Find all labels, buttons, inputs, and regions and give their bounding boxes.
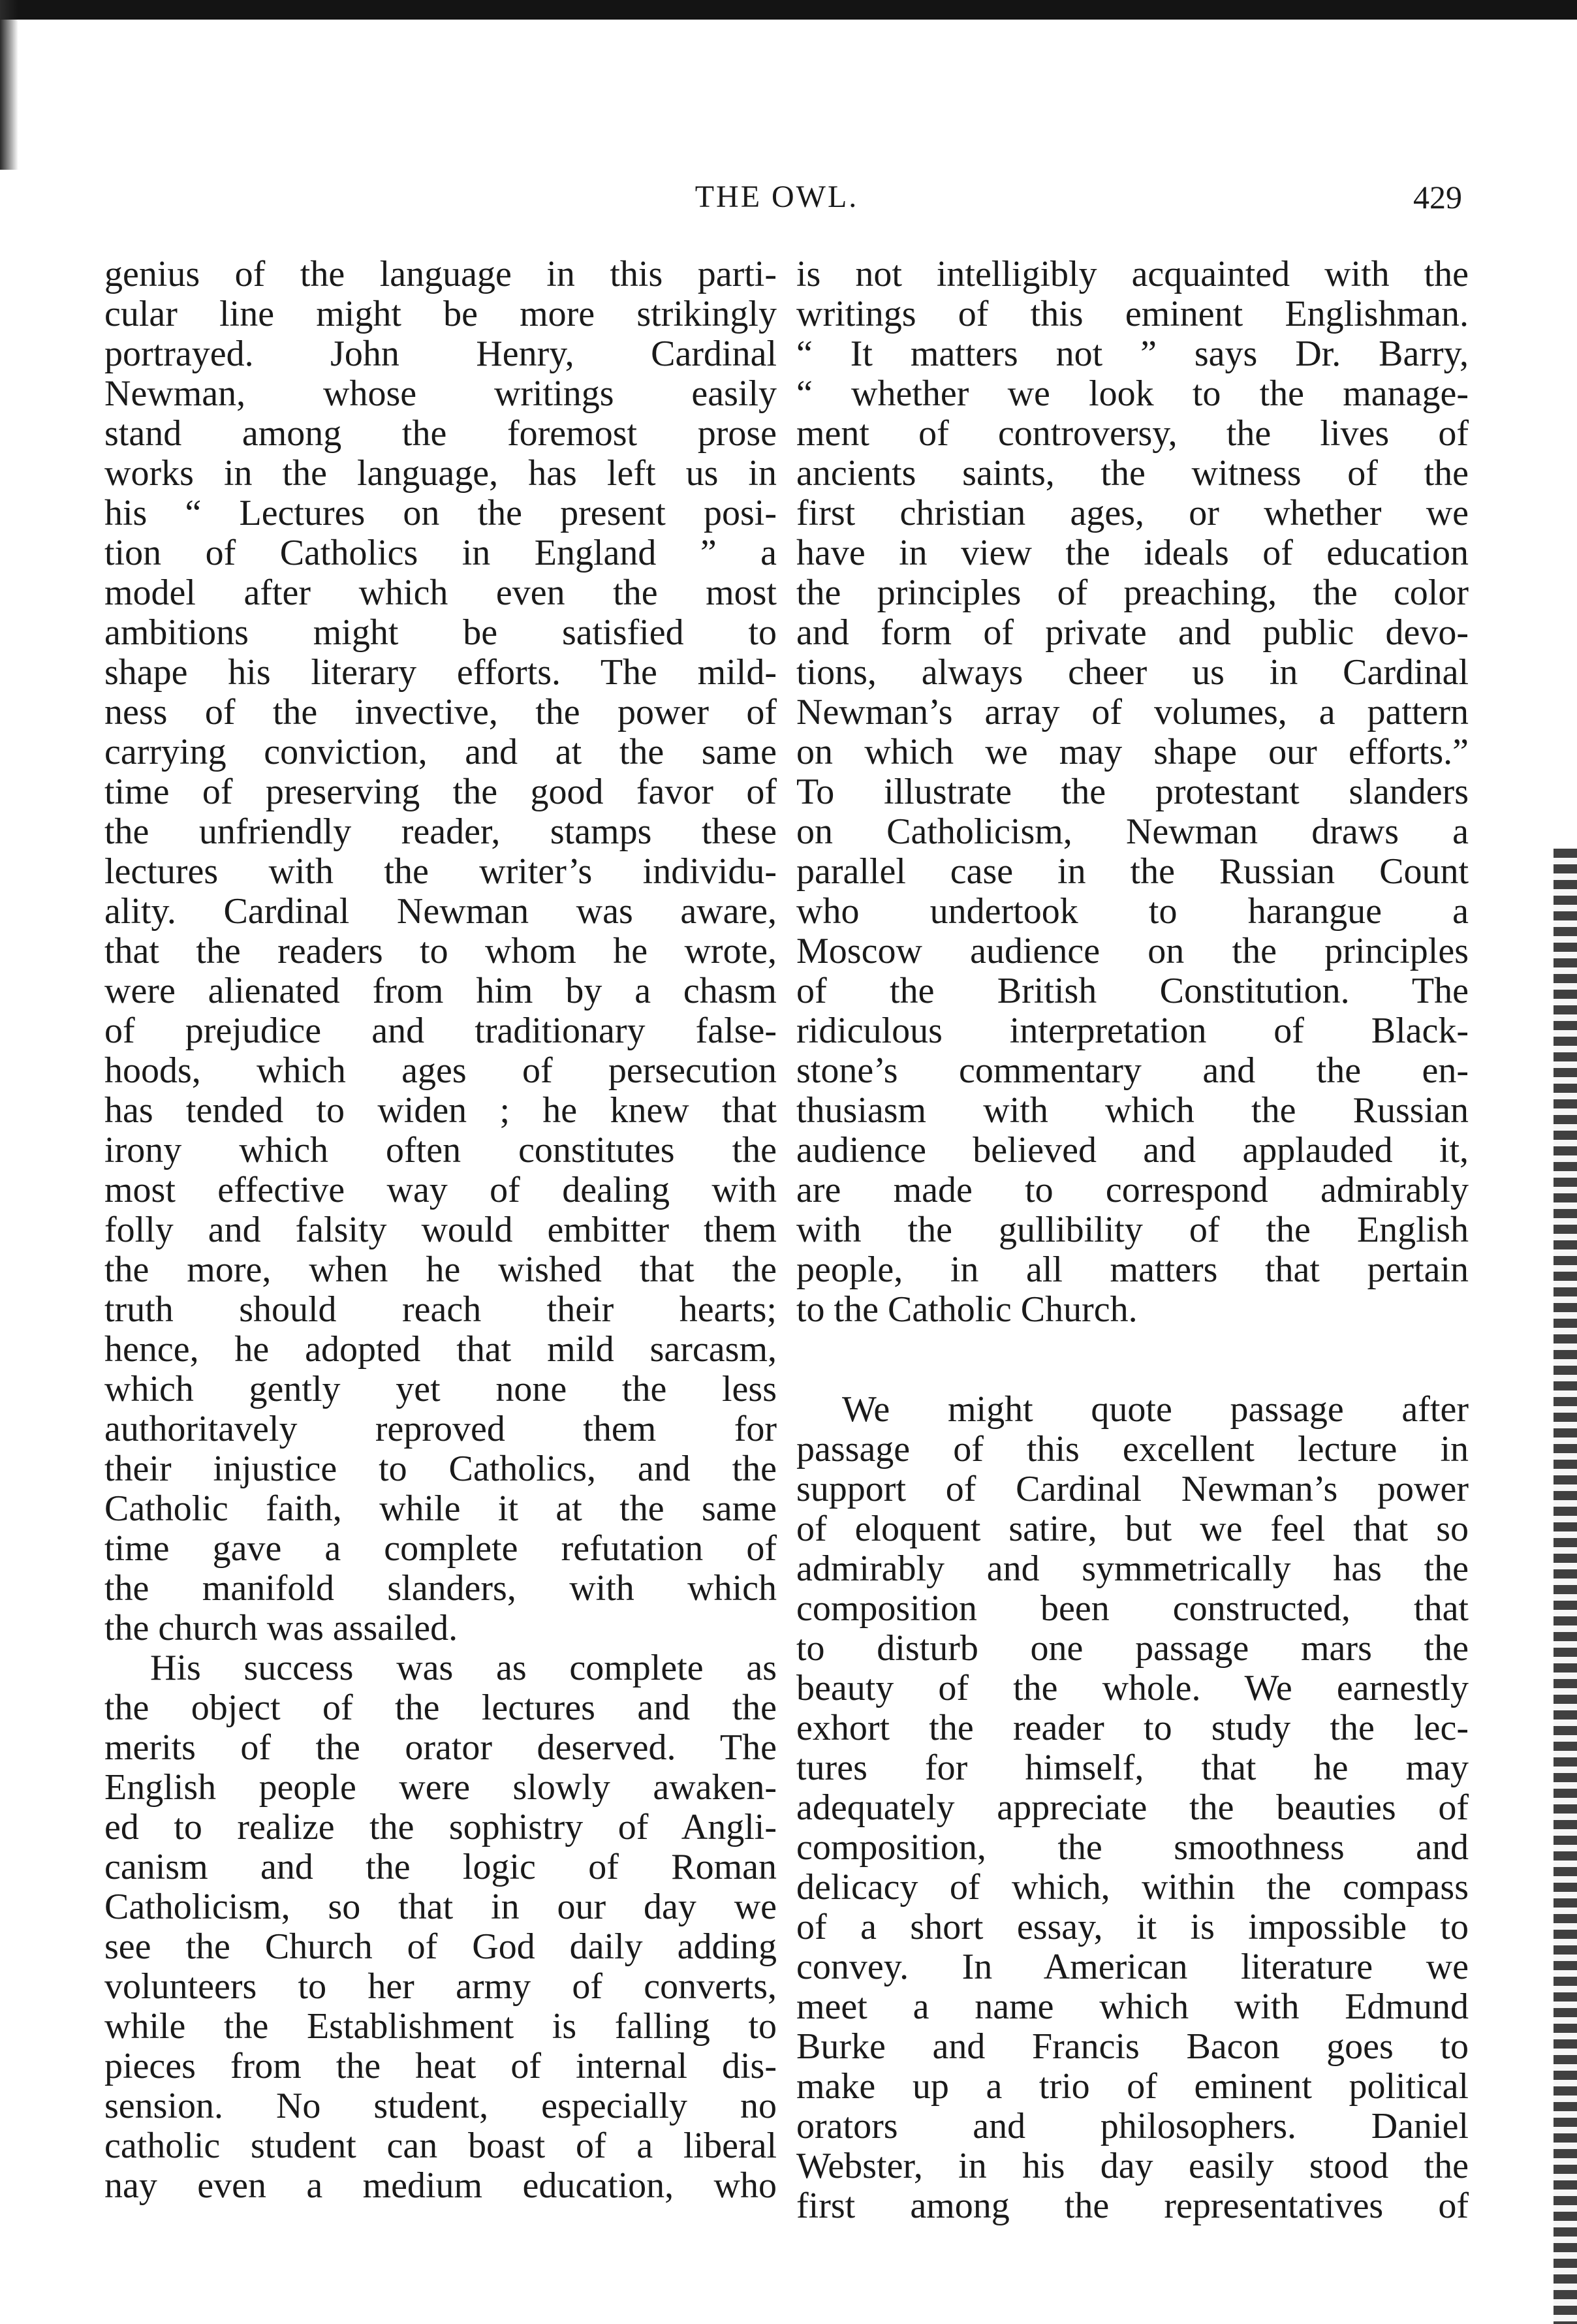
text-line: stand among the foremost prose bbox=[104, 413, 777, 454]
text-line: on which we may shape our efforts.” bbox=[796, 732, 1469, 772]
right-column bbox=[796, 255, 1469, 2226]
text-line: Burke and Francis Bacon goes to bbox=[796, 2026, 1469, 2067]
text-line: authoritavely reproved them for bbox=[104, 1409, 777, 1449]
text-line: the principles of preaching, the color bbox=[796, 573, 1469, 613]
text-line: catholic student can boast of a liberal bbox=[104, 2126, 777, 2166]
left-edge-scan-shadow bbox=[0, 0, 18, 170]
text-line: composition been constructed, that bbox=[796, 1588, 1469, 1629]
text-line: Webster, in his day easily stood the bbox=[796, 2146, 1469, 2186]
text-line: most effective way of dealing with bbox=[104, 1170, 777, 1210]
text-line: sension. No student, especially no bbox=[104, 2086, 777, 2126]
text-line: beauty of the whole. We earnestly bbox=[796, 1668, 1469, 1708]
text-line: meet a name which with Edmund bbox=[796, 1986, 1469, 2027]
text-line: Moscow audience on the principles bbox=[796, 931, 1469, 971]
text-line: shape his literary efforts. The mild- bbox=[104, 652, 777, 693]
text-line: their injustice to Catholics, and the bbox=[104, 1449, 777, 1489]
text-line: parallel case in the Russian Count bbox=[796, 851, 1469, 892]
text-line: volunteers to her army of converts, bbox=[104, 1966, 777, 2007]
text-line: English people were slowly awaken- bbox=[104, 1767, 777, 1808]
text-line: passage of this excellent lecture in bbox=[796, 1429, 1469, 1469]
text-line: first among the representatives of bbox=[796, 2186, 1469, 2226]
text-line: and form of private and public devo- bbox=[796, 612, 1469, 653]
text-line: are made to correspond admirably bbox=[796, 1170, 1469, 1210]
text-line: Catholic faith, while it at the same bbox=[104, 1488, 777, 1529]
text-line: hoods, which ages of persecution bbox=[104, 1050, 777, 1091]
text-line: ridiculous interpretation of Black- bbox=[796, 1011, 1469, 1051]
text-line: delicacy of which, within the compass bbox=[796, 1867, 1469, 1908]
text-line: hence, he adopted that mild sarcasm, bbox=[104, 1329, 777, 1370]
text-line: orators and philosophers. Daniel bbox=[796, 2106, 1469, 2146]
top-edge-scan-border bbox=[0, 0, 1577, 20]
text-line: convey. In American literature we bbox=[796, 1947, 1469, 1987]
text-line: truth should reach their hearts; bbox=[104, 1289, 777, 1330]
text-line: which gently yet none the less bbox=[104, 1369, 777, 1409]
text-line: canism and the logic of Roman bbox=[104, 1847, 777, 1887]
text-line: portrayed. John Henry, Cardinal bbox=[104, 334, 777, 374]
text-line: genius of the language in this parti- bbox=[104, 254, 777, 294]
text-line: were alienated from him by a chasm bbox=[104, 971, 777, 1011]
paragraph bbox=[104, 1648, 777, 2206]
text-line: the church was assailed. bbox=[104, 1608, 458, 1648]
text-line: time of preserving the good favor of bbox=[104, 772, 777, 812]
text-line: works in the language, has left us in bbox=[104, 453, 777, 494]
text-line: the manifold slanders, with which bbox=[104, 1568, 777, 1609]
text-line: exhort the reader to study the lec- bbox=[796, 1708, 1469, 1748]
text-line: see the Church of God daily adding bbox=[104, 1926, 777, 1967]
text-line: nay even a medium education, who bbox=[104, 2165, 777, 2206]
text-line: Newman’s array of volumes, a pattern bbox=[796, 692, 1469, 732]
text-line: have in view the ideals of education bbox=[796, 533, 1469, 573]
text-line: ed to realize the sophistry of Angli- bbox=[104, 1807, 777, 1847]
text-line: stone’s commentary and the en- bbox=[796, 1050, 1469, 1091]
text-line: while the Establishment is falling to bbox=[104, 2006, 777, 2047]
text-line: “ It matters not ” says Dr. Barry, bbox=[796, 334, 1469, 374]
text-line: ment of controversy, the lives of bbox=[796, 413, 1469, 454]
text-line: adequately appreciate the beauties of bbox=[796, 1787, 1469, 1828]
text-line: to disturb one passage mars the bbox=[796, 1628, 1469, 1669]
text-line: that the readers to whom he wrote, bbox=[104, 931, 777, 971]
text-line: has tended to widen ; he knew that bbox=[104, 1090, 777, 1131]
text-line: folly and falsity would embitter them bbox=[104, 1210, 777, 1250]
text-line: composition, the smoothness and bbox=[796, 1827, 1469, 1868]
text-line: writings of this eminent Englishman. bbox=[796, 294, 1469, 334]
text-line: ancients saints, the witness of the bbox=[796, 453, 1469, 494]
text-line: time gave a complete refutation of bbox=[104, 1528, 777, 1569]
text-line: tures for himself, that he may bbox=[796, 1748, 1469, 1788]
text-line: the more, when he wished that the bbox=[104, 1249, 777, 1290]
text-line: the unfriendly reader, stamps these bbox=[104, 811, 777, 852]
text-line: cular line might be more strikingly bbox=[104, 294, 777, 334]
text-line: “ whether we look to the manage- bbox=[796, 373, 1469, 414]
text-line: of a short essay, it is impossible to bbox=[796, 1907, 1469, 1947]
text-line: support of Cardinal Newman’s power bbox=[796, 1469, 1469, 1509]
page-number: 429 bbox=[1413, 179, 1462, 215]
text-line: tion of Catholics in England ” a bbox=[104, 533, 777, 573]
text-line: model after which even the most bbox=[104, 573, 777, 613]
journal-title: THE OWL. bbox=[695, 180, 859, 214]
text-line: of the British Constitution. The bbox=[796, 971, 1469, 1011]
text-line: tions, always cheer us in Cardinal bbox=[796, 652, 1469, 693]
text-line: who undertook to harangue a bbox=[796, 891, 1469, 932]
text-line: irony which often constitutes the bbox=[104, 1130, 777, 1170]
text-line: of prejudice and traditionary false- bbox=[104, 1011, 777, 1051]
text-line: first christian ages, or whether we bbox=[796, 493, 1469, 533]
text-line: make up a trio of eminent political bbox=[796, 2066, 1469, 2107]
text-line: to the Catholic Church. bbox=[796, 1289, 1138, 1330]
text-line: on Catholicism, Newman draws a bbox=[796, 811, 1469, 852]
text-line: To illustrate the protestant slanders bbox=[796, 772, 1469, 812]
text-line: of eloquent satire, but we feel that so bbox=[796, 1509, 1469, 1549]
text-line: Catholicism, so that in our day we bbox=[104, 1887, 777, 1927]
text-line: with the gullibility of the English bbox=[796, 1210, 1469, 1250]
text-line: his “ Lectures on the present posi- bbox=[104, 493, 777, 533]
text-line: ness of the invective, the power of bbox=[104, 692, 777, 732]
text-line: lectures with the writer’s individu- bbox=[104, 851, 777, 892]
text-line: ambitions might be satisfied to bbox=[104, 612, 777, 653]
paragraph bbox=[104, 255, 777, 1648]
right-edge-scan-shadow bbox=[1554, 849, 1577, 2324]
paragraph bbox=[796, 1390, 1469, 2226]
text-line: Newman, whose writings easily bbox=[104, 373, 777, 414]
text-line: ality. Cardinal Newman was aware, bbox=[104, 891, 777, 932]
text-line: audience believed and applauded it, bbox=[796, 1130, 1469, 1170]
text-line: carrying conviction, and at the same bbox=[104, 732, 777, 772]
text-line: people, in all matters that pertain bbox=[796, 1249, 1469, 1290]
paragraph-gap bbox=[796, 1330, 1469, 1390]
text-line: admirably and symmetrically has the bbox=[796, 1548, 1469, 1589]
text-line: thusiasm with which the Russian bbox=[796, 1090, 1469, 1131]
text-line: the object of the lectures and the bbox=[104, 1688, 777, 1728]
text-line: merits of the orator deserved. The bbox=[104, 1727, 777, 1768]
text-line: We might quote passage after bbox=[842, 1389, 1469, 1430]
text-line: is not intelligibly acquainted with the bbox=[796, 254, 1469, 294]
text-line: pieces from the heat of internal dis- bbox=[104, 2046, 777, 2086]
text-line: His success was as complete as bbox=[150, 1648, 777, 1688]
paragraph bbox=[796, 255, 1469, 1330]
running-head bbox=[0, 171, 1577, 223]
left-column bbox=[104, 255, 777, 2206]
